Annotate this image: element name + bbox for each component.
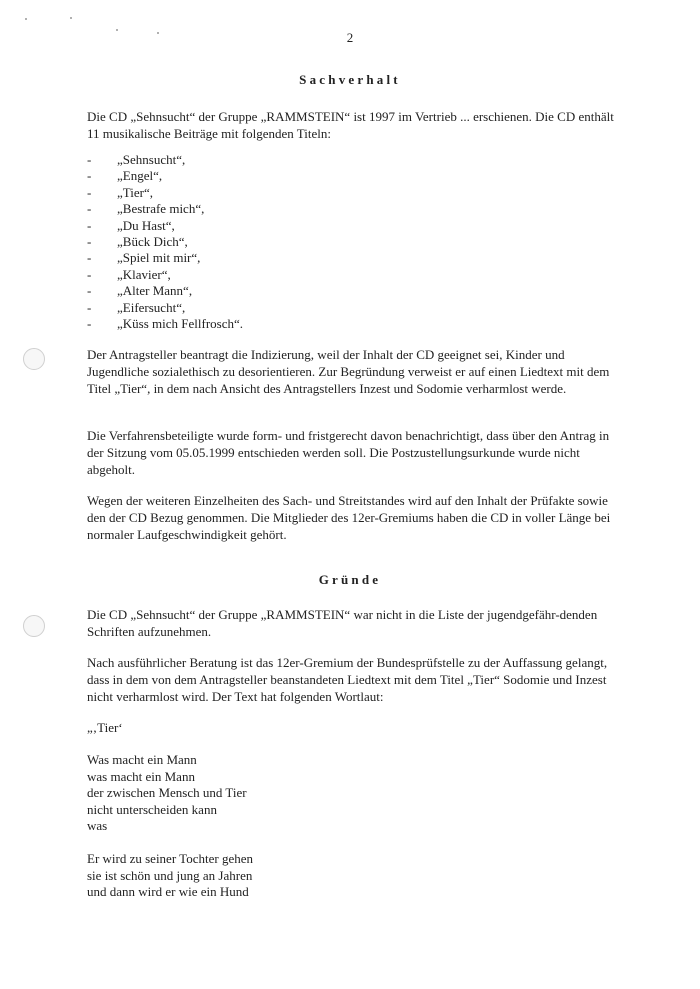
scan-speck bbox=[70, 17, 72, 19]
page-number: 2 bbox=[346, 30, 354, 45]
lyric-line: Er wird zu seiner Tochter gehen bbox=[87, 851, 253, 866]
punch-hole bbox=[23, 615, 45, 637]
list-item: - „Klavier“, bbox=[87, 266, 171, 282]
lyric-line: Was macht ein Mann bbox=[87, 752, 197, 767]
track-list bbox=[87, 152, 243, 332]
list-item: - „Bück Dich“, bbox=[87, 233, 188, 249]
list-item: - „Alter Mann“, bbox=[87, 283, 193, 299]
gruende-paragraph-2: Nach ausführlicher Beratung ist das 12er-Gremium der Bundesprüfstelle zu der Auffassung gelangt, dass in dem von dem Antragsteller beanstandeten Liedtext mit dem Titel „Tier“ Sodomie und Inzest nicht verharmlost wird. Der Text hat folgenden Wortlaut: bbox=[87, 655, 608, 704]
antrag-paragraph: Der Antragsteller beantragt die Indizierung, weil der Inhalt der CD geeignet sei, Kinder und Jugendliche sozialethisch zu desorientieren. Zur Begründung verweist er auf einen Liedtext mit dem Titel „Tier“, in dem nach Ansicht des Antragstellers Inzest und Sodomie verharmlost werde. bbox=[87, 347, 610, 396]
list-item: - „Spiel mit mir“, bbox=[87, 250, 201, 266]
lyric-line: sie ist schön und jung an Jahren bbox=[87, 867, 253, 883]
intro-paragraph: Die CD „Sehnsucht“ der Gruppe „RAMMSTEIN“ ist 1997 im Vertrieb ... erschienen. Die CD enthält 11 musikalische Beiträge mit folgenden Titeln: bbox=[87, 109, 614, 141]
lyric-line: was bbox=[87, 818, 108, 833]
lyric-title: „‚Tier‘ bbox=[87, 720, 123, 735]
lyric-stanza-1 bbox=[87, 752, 247, 835]
lyric-stanza-2 bbox=[87, 851, 253, 901]
punch-hole bbox=[23, 348, 45, 370]
heading-gruende: Gründe bbox=[318, 572, 382, 587]
gruende-paragraph-1: Die CD „Sehnsucht“ der Gruppe „RAMMSTEIN“ war nicht in die Liste der jugendgefähr-denden Schriften aufzunehmen. bbox=[87, 607, 598, 639]
verfahren-paragraph: Die Verfahrensbeteiligte wurde form- und fristgerecht davon benachrichtigt, dass über den Antrag in der Sitzung vom 05.05.1999 entschieden werden soll. Die Postzustellungsurkunde wurde nicht abgeholt. bbox=[87, 428, 610, 477]
list-item: - „Eifersucht“, bbox=[87, 299, 186, 315]
lyric-line: was macht ein Mann bbox=[87, 768, 195, 784]
einzelheiten-paragraph: Wegen der weiteren Einzelheiten des Sach- und Streitstandes wird auf den Inhalt der Prüfakte sowie den der CD Bezug genommen. Die Mitglieder des 12er-Gremiums haben die CD in voller Länge bei normaler Laufgeschwindigkeit gehört. bbox=[87, 493, 611, 542]
list-item: - „Du Hast“, bbox=[87, 217, 175, 233]
list-item: - „Bestrafe mich“, bbox=[87, 201, 205, 217]
list-item: - „Sehnsucht“, bbox=[87, 152, 186, 167]
lyric-line: nicht unterscheiden kann bbox=[87, 801, 217, 817]
list-item: - „Tier“, bbox=[87, 184, 153, 200]
scan-speck bbox=[25, 18, 27, 20]
lyric-line: der zwischen Mensch und Tier bbox=[87, 785, 247, 800]
list-item: - „Engel“, bbox=[87, 168, 163, 184]
heading-sachverhalt: Sachverhalt bbox=[299, 72, 401, 87]
lyric-line: und dann wird er wie ein Hund bbox=[87, 884, 249, 899]
list-item: - „Küss mich Fellfrosch“. bbox=[87, 315, 244, 331]
